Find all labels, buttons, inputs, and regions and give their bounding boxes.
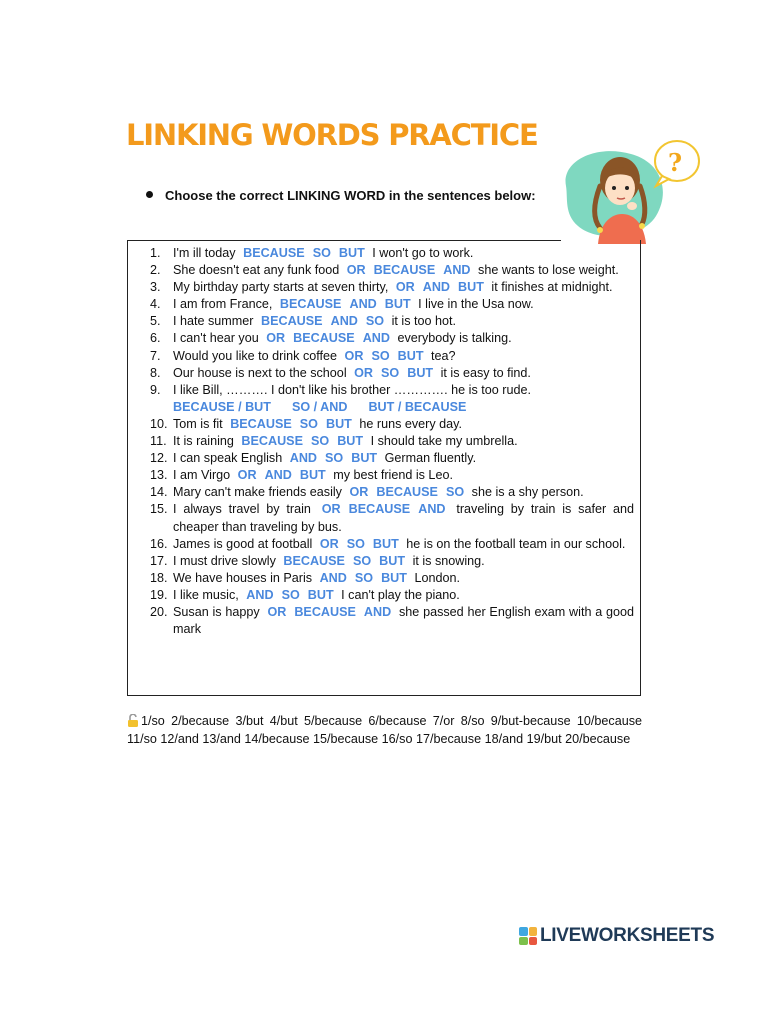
linking-word-option: BECAUSE [279, 297, 342, 312]
item-number: 14. [150, 485, 168, 500]
item-sentence [173, 262, 634, 279]
exercise-item [150, 467, 634, 484]
linking-word-option: BUT [337, 434, 364, 449]
linking-word-option: OR [354, 365, 374, 380]
linking-word-option: BUT [379, 553, 406, 568]
exercise-list [150, 245, 634, 638]
unlocked-padlock-icon [127, 714, 139, 727]
linking-word-option: AND [422, 280, 451, 295]
item-sentence [173, 296, 634, 313]
exercise-item [150, 501, 634, 535]
item-number: 13. [150, 468, 168, 483]
linking-word-option: BUT [384, 297, 411, 312]
item-number: 15. [150, 502, 168, 517]
linking-word-option: AND [264, 468, 292, 483]
sentence-start: I hate summer [173, 314, 254, 329]
item-sentence [173, 484, 634, 501]
linking-word-option: BECAUSE [243, 246, 305, 260]
thinking-girl-illustration [556, 136, 706, 244]
sentence-start: Susan is happy [173, 604, 260, 619]
linking-word-option: BECAUSE [230, 416, 292, 431]
linking-word-option: OR [346, 263, 366, 278]
exercise-item [150, 536, 634, 553]
linking-word-choices: BECAUSE / BUT SO / AND BUT / BECAUSE [173, 399, 467, 414]
instruction-text: Choose the correct LINKING WORD in the sentences below: [165, 188, 536, 203]
item-sentence [173, 433, 634, 450]
linking-word-option: SO [445, 485, 465, 500]
sentence-start: James is good at football [173, 536, 313, 551]
sentence-end: traveling by train is safer and cheaper than traveling by bus. [173, 502, 634, 534]
sentence-start: We have houses in Paris [173, 570, 313, 585]
exercise-item [150, 279, 634, 296]
item-number: 2. [150, 263, 161, 278]
sentence-end: it is snowing. [412, 553, 485, 568]
linking-word-option: AND [443, 263, 471, 278]
answer-key-text: 1/so 2/because 3/but 4/but 5/because 6/because 7/or 8/so 9/but-because 10/because 11/so 12/and 13/and 14/because 15/because 16/so 17/because 18/and 19/but 20/because [127, 714, 642, 746]
linking-word-option: SO [346, 536, 365, 551]
item-number: 17. [150, 553, 168, 568]
sentence-start: I always travel by train [173, 502, 311, 517]
item-number: 19. [150, 587, 168, 602]
linking-word-option: AND [246, 587, 274, 602]
liveworksheets-logo-text: LIVEWORKSHEETS [540, 925, 715, 946]
item-number: 18. [150, 570, 168, 585]
linking-word-option: OR [237, 468, 257, 483]
linking-word-option: BECAUSE [283, 553, 345, 568]
item-sentence [173, 245, 634, 262]
item-number: 1. [150, 246, 161, 260]
item-sentence [173, 536, 634, 553]
linking-word-option: OR [266, 331, 286, 346]
exercise-item [150, 604, 634, 638]
item-sentence [173, 501, 634, 535]
item-number: 9. [150, 382, 161, 397]
linking-word-option: OR [321, 502, 341, 517]
linking-word-option: BECAUSE [241, 434, 303, 449]
linking-word-option: BUT [458, 280, 484, 295]
item-sentence [173, 279, 634, 296]
linking-word-option: OR [349, 485, 369, 500]
linking-word-option: BUT [372, 536, 399, 551]
item-sentence [173, 450, 634, 467]
linking-word-option: BECAUSE [294, 604, 356, 619]
sentence-end: my best friend is Leo. [333, 468, 453, 483]
sentence-start: Tom is fit [173, 416, 223, 431]
linking-word-option: SO [354, 570, 374, 585]
exercise-item [150, 587, 634, 604]
item-number: 11. [150, 434, 167, 449]
liveworksheets-logo-icon [519, 927, 537, 945]
exercise-item [150, 365, 634, 382]
exercise-item [150, 348, 634, 365]
sentence-start: I like Bill, ………. I don't like his brother …………. he is too rude. [173, 382, 531, 397]
exercise-box-top-border [127, 240, 561, 241]
linking-word-option: BUT [351, 451, 378, 466]
sentence-end: tea? [431, 348, 456, 363]
sentence-end: London. [414, 570, 460, 585]
item-number: 20. [150, 604, 168, 619]
liveworksheets-logo [519, 925, 714, 947]
linking-word-option: AND [349, 297, 377, 312]
sentence-start: My birthday party starts at seven thirty, [173, 280, 389, 295]
sentence-start: I can speak English [173, 451, 283, 466]
linking-word-option: BUT [338, 246, 365, 260]
item-number: 4. [150, 297, 161, 312]
item-number: 10. [150, 416, 168, 431]
sentence-start: Would you like to drink coffee [173, 348, 338, 363]
item-number: 12. [150, 451, 168, 466]
linking-word-option: SO [299, 416, 318, 431]
sentence-end: he is on the football team in our school. [406, 536, 626, 551]
exercise-item [150, 382, 634, 399]
item-sentence [173, 416, 634, 433]
sentence-start: Mary can't make friends easily [173, 485, 342, 500]
exercise-item [150, 416, 634, 433]
sentence-start: Our house is next to the school [173, 365, 347, 380]
item-sentence [173, 313, 634, 330]
item-sentence [173, 365, 634, 382]
linking-word-option: SO [352, 553, 372, 568]
sentence-end: she is a shy person. [471, 485, 584, 500]
sentence-start: I can't hear you [173, 331, 259, 346]
exercise-item [150, 296, 634, 313]
item-sentence [173, 467, 634, 484]
sentence-end: it is easy to find. [440, 365, 531, 380]
sentence-end: I should take my umbrella. [370, 434, 518, 449]
item-number: 3. [150, 280, 161, 295]
sentence-end: he runs every day. [359, 416, 463, 431]
sentence-end: I live in the Usa now. [418, 297, 534, 312]
bullet-icon [146, 191, 153, 198]
sentence-end: it finishes at midnight. [491, 280, 613, 295]
linking-word-option: BECAUSE [376, 485, 438, 500]
linking-word-option: BUT [299, 468, 326, 483]
linking-word-option: SO [365, 314, 385, 329]
linking-word-option: SO [281, 587, 300, 602]
linking-word-option: AND [330, 314, 358, 329]
exercise-item [150, 245, 634, 262]
item-number: 16. [150, 536, 168, 551]
linking-word-option: BUT [397, 348, 424, 363]
sentence-start: I am Virgo [173, 468, 231, 483]
answer-key [127, 713, 642, 748]
linking-word-option: BECAUSE [293, 331, 355, 346]
linking-word-option: BECAUSE [261, 314, 323, 329]
linking-word-option: BECAUSE [373, 263, 436, 278]
item-number: 8. [150, 365, 161, 380]
exercise-item [150, 313, 634, 330]
linking-word-option: OR [319, 536, 339, 551]
exercise-item [150, 484, 634, 501]
sentence-start: It is raining [173, 434, 234, 449]
linking-word-option: BUT [325, 416, 352, 431]
instruction [146, 188, 536, 203]
item-sentence [173, 604, 634, 638]
linking-word-option: SO [381, 365, 400, 380]
sentence-start: I'm ill today [173, 246, 236, 260]
linking-word-option: SO [371, 348, 390, 363]
exercise-item [150, 433, 634, 450]
linking-word-option: BECAUSE [348, 502, 411, 517]
linking-word-option: OR [267, 604, 287, 619]
sentence-end: she passed her English exam with a good mark [173, 604, 635, 637]
item-number: 5. [150, 314, 161, 329]
exercise-choices [150, 399, 634, 416]
linking-word-option: SO [311, 434, 330, 449]
sentence-end: it is too hot. [391, 314, 456, 329]
exercise-item [150, 330, 634, 347]
exercise-item [150, 262, 634, 279]
page-title: LINKING WORDS PRACTICE [126, 118, 538, 152]
svg-text:?: ? [668, 148, 683, 177]
item-sentence [173, 382, 634, 399]
linking-word-option: SO [312, 246, 331, 260]
exercise-item [150, 570, 634, 587]
item-sentence [173, 587, 634, 604]
linking-word-option: BUT [407, 365, 434, 380]
item-number: 7. [150, 348, 161, 363]
sentence-end: German fluently. [384, 451, 477, 466]
linking-word-option: BUT [307, 587, 334, 602]
linking-word-option: OR [395, 280, 415, 295]
sentence-start: I like music, [173, 587, 239, 602]
sentence-end: she wants to lose weight. [478, 263, 619, 278]
linking-word-option: AND [363, 604, 392, 619]
sentence-end: I won't go to work. [372, 246, 474, 260]
item-sentence [173, 570, 634, 587]
exercise-item [150, 553, 634, 570]
sentence-start: She doesn't eat any funk food [173, 263, 340, 278]
sentence-start: I am from France, [173, 297, 273, 312]
linking-word-option: OR [344, 348, 364, 363]
linking-word-option: SO [325, 451, 344, 466]
sentence-start: I must drive slowly [173, 553, 276, 568]
linking-word-option: AND [418, 502, 446, 517]
item-sentence [173, 330, 634, 347]
linking-word-option: AND [319, 570, 347, 585]
item-number: 6. [150, 331, 161, 346]
item-sentence [173, 553, 634, 570]
item-sentence [173, 348, 634, 365]
linking-word-option: AND [362, 331, 390, 346]
sentence-end: everybody is talking. [397, 331, 512, 346]
linking-word-option: AND [289, 451, 318, 466]
linking-word-option: BUT [381, 570, 407, 585]
exercise-item [150, 450, 634, 467]
sentence-end: I can't play the piano. [341, 587, 460, 602]
